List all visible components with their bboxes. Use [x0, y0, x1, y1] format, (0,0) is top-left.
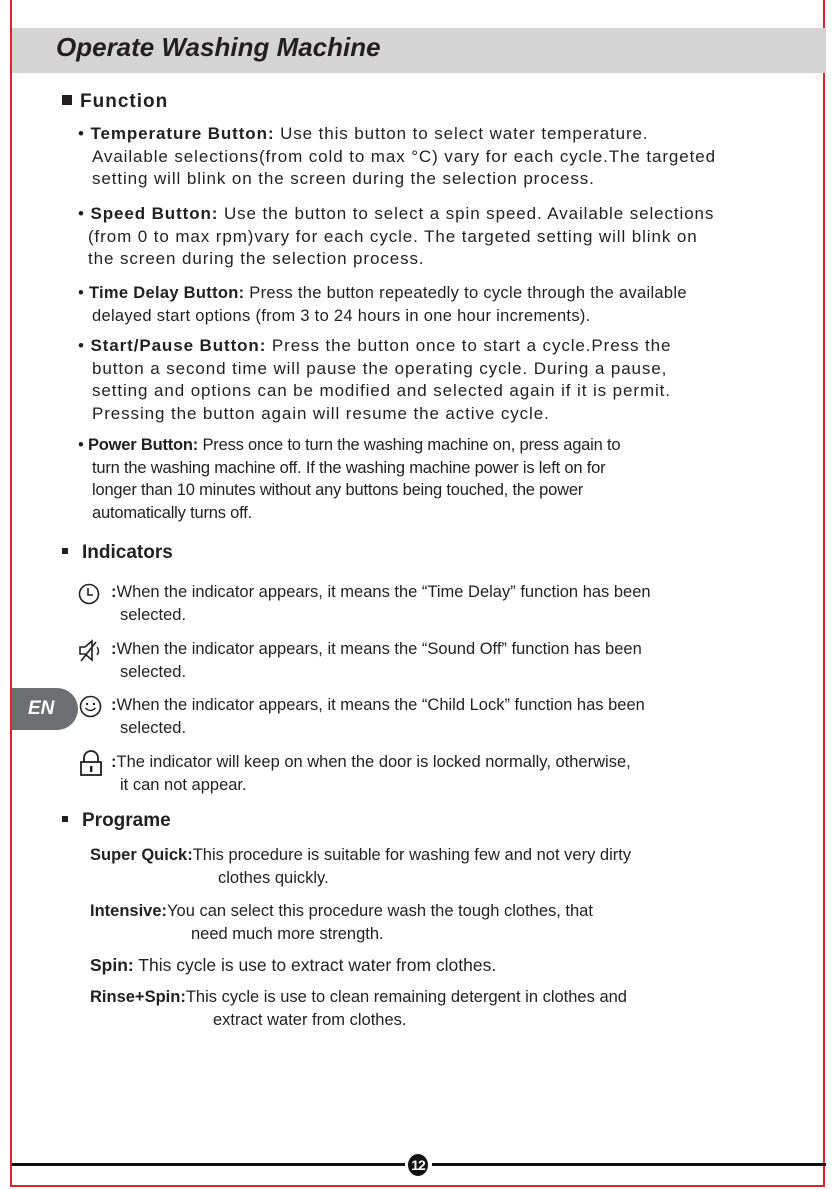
- time-delay-indicator-desc: :When the indicator appears, it means the “Time Delay” function has been selected.: [111, 581, 651, 626]
- line: You can select this procedure wash the tough clothes, that: [167, 902, 593, 920]
- square-bullet-icon: [62, 548, 68, 554]
- footer-rule-left: [12, 1163, 405, 1166]
- door-lock-indicator-desc: :The indicator will keep on when the door is locked normally, otherwise, it can not appear.: [111, 751, 631, 796]
- line: When the indicator appears, it means the “Child Lock” function has been: [116, 696, 645, 714]
- line: selected.: [120, 718, 187, 737]
- line: delayed start options (from 3 to 24 hours in one hour increments).: [92, 306, 591, 325]
- line: When the indicator appears, it means the “Time Delay” function has been: [116, 583, 651, 601]
- line: automatically turns off.: [92, 503, 252, 522]
- line: setting will blink on the screen during the selection process.: [92, 169, 595, 188]
- indicators-heading: [62, 542, 173, 564]
- line: When the indicator appears, it means the “Sound Off” function has been: [116, 640, 642, 658]
- door-lock-icon: [79, 750, 103, 776]
- page-number: 12: [408, 1154, 428, 1176]
- line: turn the washing machine off. If the washing machine power is left on for: [92, 458, 606, 477]
- page-title: Operate Washing Machine: [56, 32, 381, 62]
- item-label: Time Delay Button:: [88, 284, 245, 302]
- sound-off-icon: [78, 639, 104, 663]
- indicators-heading-text: Indicators: [82, 542, 173, 563]
- line: Available selections(from cold to max °C) vary for each cycle.The targeted: [92, 146, 716, 166]
- sound-off-indicator-desc: :When the indicator appears, it means the “Sound Off” function has been selected.: [111, 638, 642, 683]
- line: Pressing the button again will resume the active cycle.: [92, 403, 550, 423]
- line: This cycle is use to clean remaining detergent in clothes and: [185, 988, 627, 1006]
- square-bullet-icon: [62, 95, 72, 105]
- line: Press the button once to start a cycle.Press the: [266, 336, 672, 355]
- line: selected.: [120, 605, 187, 624]
- program-rinse-spin: [90, 986, 627, 1031]
- time-delay-button-desc: • Time Delay Button: Press the button repeatedly to cycle through the available delayed start options (from 3 to 24 hours in one hour increments).: [78, 282, 687, 327]
- language-tab: EN: [12, 688, 78, 730]
- child-lock-icon: [79, 695, 102, 718]
- line: need much more strength.: [191, 924, 384, 943]
- function-heading: [62, 91, 168, 113]
- clock-icon: [78, 583, 100, 605]
- start-pause-button-desc: • Start/Pause Button: Press the button once to start a cycle.Press the button a second time will pause the operating cycle. During a pause, setting and options can be modified and selected again if it is permit. Pressing the button again will resume the active cycle.: [78, 335, 671, 425]
- program-label: Spin:: [90, 955, 134, 975]
- item-label: Temperature Button:: [90, 124, 275, 143]
- program-label: Super Quick:: [90, 846, 193, 864]
- line: longer than 10 minutes without any buttons being touched, the power: [92, 481, 584, 499]
- child-lock-indicator-desc: :When the indicator appears, it means the “Child Lock” function has been selected.: [111, 694, 645, 739]
- line: setting and options can be modified and selected again if it is permit.: [92, 381, 671, 400]
- line: button a second time will pause the operating cycle. During a pause,: [92, 358, 668, 378]
- item-label: Start/Pause Button:: [90, 336, 267, 355]
- power-button-desc: • Power Button: Press once to turn the washing machine on, press again to turn the washing machine off. If the washing machine power is left on for longer than 10 minutes without any buttons being touched, the power automatically turns off.: [78, 434, 620, 524]
- speed-button-desc: • Speed Button: Use the button to select a spin speed. Available selections (from 0 to max rpm)vary for each cycle. The targeted setting will blink on the screen during the selection process.: [78, 203, 714, 271]
- function-heading-text: Function: [80, 91, 169, 112]
- program-label: Intensive:: [90, 902, 168, 920]
- footer-rule-right: [432, 1163, 826, 1166]
- line: This procedure is suitable for washing few and not very dirty: [192, 846, 632, 864]
- program-super-quick: [90, 844, 631, 889]
- programe-heading: [62, 810, 171, 832]
- line: Use the button to select a spin speed. Available selections: [218, 204, 715, 223]
- programe-heading-text: Programe: [82, 810, 171, 831]
- line: selected.: [120, 662, 187, 681]
- line: extract water from clothes.: [213, 1010, 407, 1029]
- temperature-button-desc: • Temperature Button: Use this button to select water temperature. Available selections(from cold to max °C) vary for each cycle.The targeted setting will blink on the screen during the selection process.: [78, 123, 716, 191]
- line: it can not appear.: [120, 775, 247, 794]
- program-spin: [90, 954, 496, 977]
- line: clothes quickly.: [218, 868, 329, 887]
- program-label: Rinse+Spin:: [90, 988, 186, 1006]
- line: (from 0 to max rpm)vary for each cycle. The targeted setting will blink on: [88, 226, 698, 246]
- square-bullet-icon: [62, 816, 68, 822]
- line: The indicator will keep on when the door is locked normally, otherwise,: [116, 753, 631, 771]
- line: Use this button to select water temperature.: [274, 124, 649, 143]
- item-label: Speed Button:: [90, 204, 219, 223]
- line: Press once to turn the washing machine on, press again to: [198, 436, 621, 454]
- line: Press the button repeatedly to cycle through the available: [244, 284, 687, 302]
- item-label: Power Button:: [87, 436, 199, 454]
- program-intensive: [90, 900, 593, 945]
- line: the screen during the selection process.: [88, 249, 425, 268]
- line: This cycle is use to extract water from clothes.: [133, 955, 497, 975]
